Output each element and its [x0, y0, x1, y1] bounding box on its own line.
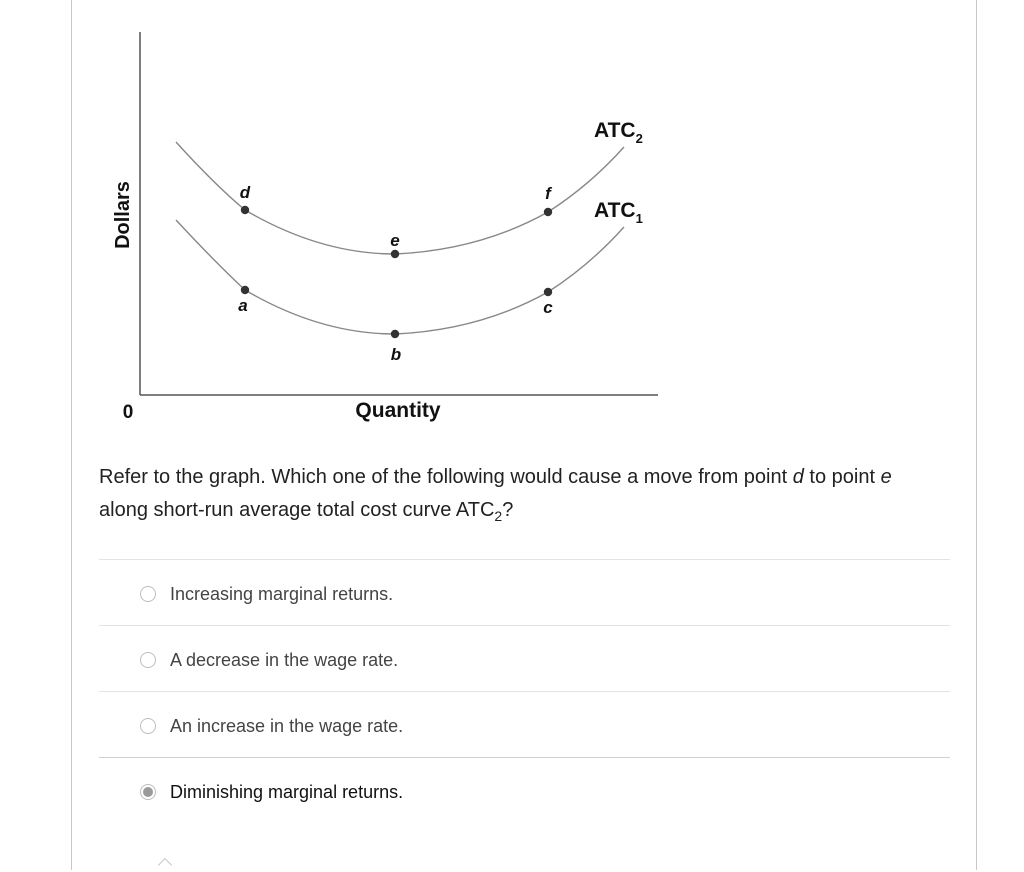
x-axis-label: Quantity [355, 399, 441, 422]
question-subscript: 2 [494, 508, 503, 524]
question-point-from: d [792, 466, 804, 488]
point-label-e: e [390, 231, 400, 250]
point-label-b: b [390, 345, 402, 364]
point-f [544, 208, 552, 216]
answer-label-2: A decrease in the wage rate. [170, 650, 399, 670]
answer-option-3[interactable] [99, 691, 950, 757]
answer-option-4[interactable] [99, 757, 950, 823]
answer-label-1: Increasing marginal returns. [170, 584, 394, 604]
atc1-curve [176, 220, 624, 334]
point-label-a: a [238, 296, 248, 315]
question-part2: to point [803, 466, 881, 488]
point-label-f: f [545, 184, 551, 203]
point-a [241, 286, 249, 294]
atc2-name: ATC [594, 119, 636, 142]
question-part3: along short-run average total cost curve ATC [99, 499, 495, 521]
question-part4: ? [502, 499, 514, 521]
question-text [99, 461, 939, 527]
curve-label-atc1 [594, 199, 643, 226]
point-d [241, 206, 249, 214]
question-part1: Refer to the graph. Which one of the following would cause a move from point [99, 466, 793, 488]
point-label-d: d [239, 183, 251, 202]
answer-label-4: Diminishing marginal returns. [170, 782, 404, 802]
origin-label: 0 [122, 402, 134, 423]
answer-option-1[interactable] [99, 559, 950, 625]
radio-button-3[interactable] [140, 718, 156, 734]
point-e [391, 250, 399, 258]
y-axis-label: Dollars [112, 181, 134, 249]
curve-label-atc2 [594, 119, 643, 146]
radio-button-1[interactable] [140, 586, 156, 602]
point-b [391, 330, 399, 338]
atc1-name: ATC [594, 199, 636, 222]
answer-option-2[interactable] [99, 625, 950, 691]
atc2-subscript: 2 [635, 131, 643, 146]
point-c [544, 288, 552, 296]
point-label-c: c [543, 298, 553, 317]
answer-label-3: An increase in the wage rate. [170, 716, 404, 736]
radio-button-2[interactable] [140, 652, 156, 668]
question-point-to: e [880, 466, 892, 488]
atc1-subscript: 1 [635, 211, 643, 226]
radio-button-4[interactable] [140, 784, 156, 800]
answer-options [99, 559, 950, 823]
